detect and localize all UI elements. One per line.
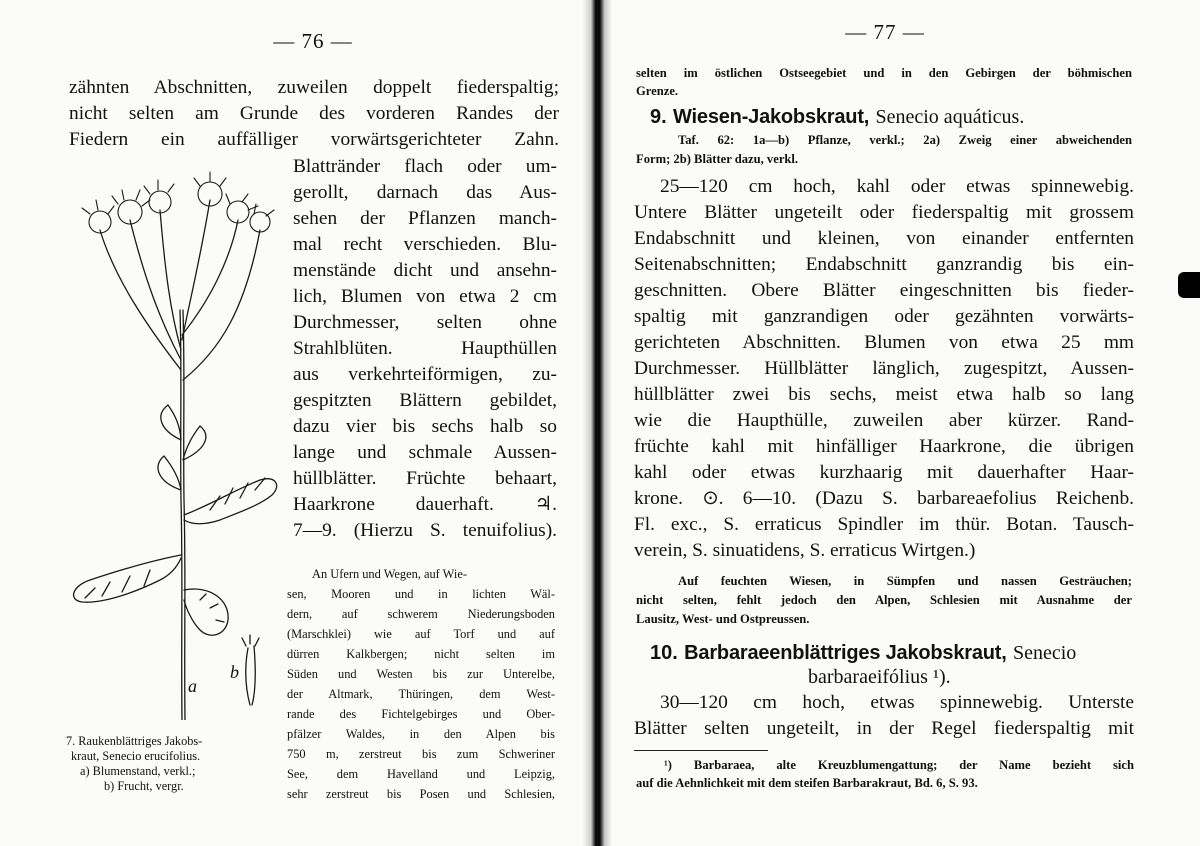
body-line: gerichteten Abschnitten. Blumen von etwa 25 mm xyxy=(634,332,1134,353)
column-line: dazu vier bis sechs halb so xyxy=(293,416,557,437)
body-line: Fl. exc., S. erraticus Spindler im thür. Botan. Tausch- xyxy=(634,514,1134,535)
intro-line: Fiedern ein auffälliger vorwärtsgerichteter Zahn. xyxy=(69,129,559,150)
body-line: Blätter selten ungeteilt, in der Regel fiederspaltig mit xyxy=(634,718,1134,739)
body-line: kahl oder etwas kurzhaarig mit dauerhafter Haar- xyxy=(634,462,1134,483)
intro-line: nicht selten am Grunde des vorderen Randes der xyxy=(69,103,559,124)
continuation-line: Grenze. xyxy=(636,84,679,98)
heading-name: Wiesen-Jakobskraut, xyxy=(673,106,870,128)
body-line: Untere Blätter ungeteilt oder fiederspaltig mit grossem xyxy=(634,202,1134,223)
column-line: Haarkrone dauerhaft. ♃. xyxy=(293,494,557,515)
column-line: Strahlblüten. Haupthüllen xyxy=(293,338,557,359)
body-line: Durchmesser. Hüllblätter länglich, zugespitzt, Aussen- xyxy=(634,358,1134,379)
body-line: verein, S. sinuatidens, S. erraticus Wirtgen.) xyxy=(634,540,976,561)
habitat-line: Lausitz, West- und Ostpreussen. xyxy=(636,612,810,626)
book-gutter xyxy=(582,0,612,846)
column-line: lange und schmale Aussen- xyxy=(293,442,557,463)
habitat-line: (Marschklei) wie auf Torf und auf xyxy=(287,627,555,641)
page-number-right: — 77 — xyxy=(845,20,925,44)
footnote-line: ¹) Barbaraea, alte Kreuzblumengattung; der Name bezieht sich xyxy=(664,758,1134,772)
habitat-line: sen, Mooren und in lichten Wäl- xyxy=(287,587,555,601)
habitat-line: See, dem Havelland und Leipzig, xyxy=(287,767,555,781)
body-line: hüllblätter zwei bis sechs, meist etwa halb so lang xyxy=(634,384,1134,405)
column-line: hüllblätter. Früchte behaart, xyxy=(293,468,557,489)
intro-line: zähnten Abschnitten, zuweilen doppelt fiederspaltig; xyxy=(69,77,559,98)
continuation-line: selten im östlichen Ostseegebiet und in den Gebirgen der böhmischen xyxy=(636,66,1132,80)
body-line: Endabschnitt und kleinen, von einander entfernten xyxy=(634,228,1134,249)
column-line: Durchmesser, selten ohne xyxy=(293,312,557,333)
habitat-line: 750 m, zerstreut bis zum Schweriner xyxy=(287,747,555,761)
figure-label-b: b xyxy=(230,662,239,682)
plate-reference-line: Form; 2b) Blätter dazu, verkl. xyxy=(636,152,799,166)
column-line: menstände dicht und ansehn- xyxy=(293,260,557,281)
column-line: gespitzten Blättern gebildet, xyxy=(293,390,557,411)
column-line: 7—9. (Hierzu S. tenuifolius). xyxy=(293,520,557,541)
habitat-line: Süden und Westen bis zur Unterelbe, xyxy=(287,667,555,681)
species-heading-10-cont xyxy=(808,664,951,689)
heading-number: 10. xyxy=(650,642,678,664)
habitat-line: nicht selten, fehlt jedoch den Alpen, Schlesien mit Ausnahme der xyxy=(636,593,1132,607)
habitat-line: pfälzer Waldes, in den Alpen bis xyxy=(287,727,555,741)
body-line: 30—120 cm hoch, etwas spinnewebig. Unterste xyxy=(660,692,1134,713)
body-line: spaltig mit ganzrandigen oder gezähnten vorwärts- xyxy=(634,306,1134,327)
body-line: 25—120 cm hoch, kahl oder etwas spinnewebig. xyxy=(660,176,1134,197)
left-page xyxy=(0,0,582,846)
column-line: lich, Blumen von etwa 2 cm xyxy=(293,286,557,307)
habitat-line: sehr zerstreut bis Posen und Schlesien, xyxy=(287,787,555,801)
figure-label-a: a xyxy=(188,676,197,696)
scan-edge-mark xyxy=(1178,272,1200,298)
body-line: wie die Haupthülle, zuweilen aber kürzer. Rand- xyxy=(634,410,1134,431)
heading-latin: barbaraeifólius ¹). xyxy=(808,666,951,688)
habitat-line: dern, auf schwerem Niederungsboden xyxy=(287,607,555,621)
habitat-line: rande des Fichtelgebirges und Ober- xyxy=(287,707,555,721)
plant-illustration xyxy=(60,160,290,720)
heading-latin: Senecio aquáticus. xyxy=(875,106,1025,128)
heading-latin: Senecio xyxy=(1012,642,1077,664)
column-line: gerollt, darnach das Aus- xyxy=(293,182,557,203)
page-number-left: — 76 — xyxy=(273,29,353,53)
body-line: krone. ⊙. 6—10. (Dazu S. barbareaefolius Reichenb. xyxy=(634,488,1134,509)
heading-number: 9. xyxy=(650,106,667,128)
figure-caption-line: kraut, Senecio erucifolius. xyxy=(71,749,201,763)
body-line: geschnitten. Obere Blätter eingeschnitten bis fieder- xyxy=(634,280,1134,301)
plate-reference-line: Taf. 62: 1a—b) Pflanze, verkl.; 2a) Zweig einer abweichenden xyxy=(678,133,1132,147)
heading-name: Barbaraeenblättriges Jakobskraut, xyxy=(684,642,1007,664)
column-line: sehen der Pflanzen manch- xyxy=(293,208,557,229)
footnote-line: auf die Aehnlichkeit mit dem steifen Barbarakraut, Bd. 6, S. 93. xyxy=(636,776,978,790)
column-line: aus verkehrteiförmigen, zu- xyxy=(293,364,557,385)
figure-caption-line: 7. Raukenblättriges Jakobs- xyxy=(66,734,203,748)
body-line: früchte kahl mit hinfälliger Haarkrone, die übrigen xyxy=(634,436,1134,457)
figure-caption-line: b) Frucht, vergr. xyxy=(104,779,184,793)
body-line: Seitenabschnitten; Endabschnitt ganzrandig bis ein- xyxy=(634,254,1134,275)
footnote-rule xyxy=(634,750,768,751)
habitat-line: An Ufern und Wegen, auf Wie- xyxy=(312,567,467,581)
right-page xyxy=(612,0,1200,846)
figure-caption-line: a) Blumenstand, verkl.; xyxy=(80,764,196,778)
column-line: Blattränder flach oder um- xyxy=(293,156,557,177)
column-line: mal recht verschieden. Blu- xyxy=(293,234,557,255)
habitat-line: Auf feuchten Wiesen, in Sümpfen und nassen Gesträuchen; xyxy=(678,574,1132,588)
habitat-line: dürren Kalkbergen; nicht selten im xyxy=(287,647,555,661)
species-heading-9 xyxy=(650,104,1024,129)
species-heading-10 xyxy=(650,640,1076,665)
habitat-line: der Altmark, Thüringen, dem West- xyxy=(287,687,555,701)
